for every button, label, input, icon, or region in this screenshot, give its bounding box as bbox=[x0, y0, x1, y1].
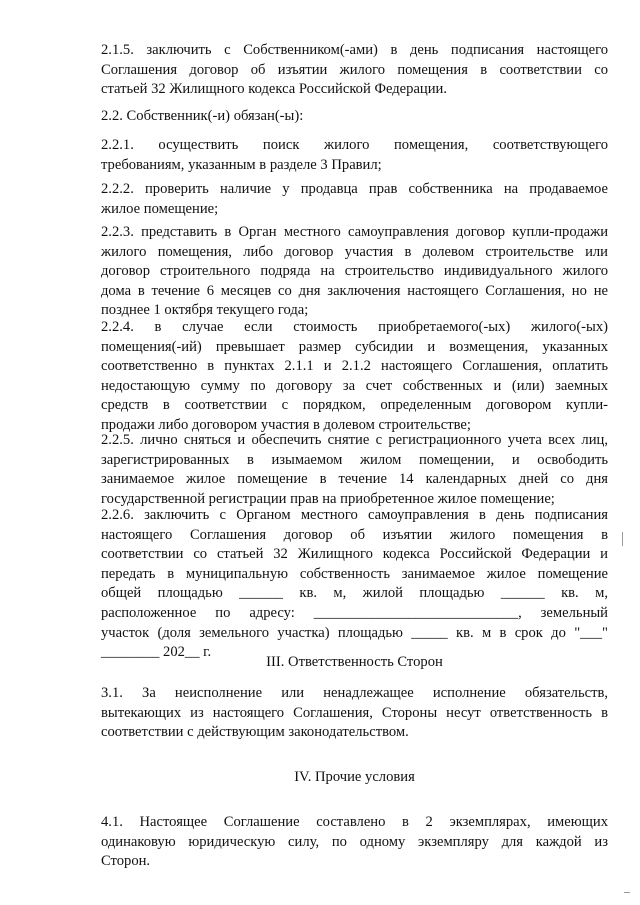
text-line: участок (доля земельного участка) площадью _____ кв. м в срок до "___" bbox=[101, 624, 608, 641]
clause-2-2-3 bbox=[101, 223, 608, 321]
scan-artifact bbox=[622, 532, 623, 546]
text-line: передать в муниципальную собственность занимаемое жилое помещение bbox=[101, 565, 608, 582]
text-line: недостающую сумму по договору за счет собственных и (или) заемных bbox=[101, 377, 608, 394]
text-line: требованиям, указанным в разделе 3 Правил; bbox=[101, 156, 382, 173]
text-line: 2.2.5. лично сняться и обеспечить снятие с регистрационного учета всех лиц, bbox=[101, 432, 608, 448]
text-line: вытекающих из настоящего Соглашения, Стороны несут ответственность в bbox=[101, 704, 608, 721]
text-line: средств в соответствии с порядком, определенным договором купли- bbox=[101, 397, 608, 414]
clause-2-2-4 bbox=[101, 318, 608, 436]
text-line: Сторон. bbox=[101, 853, 151, 870]
text-line: одинаковую юридическую силу, по одному экземпляру для каждой из bbox=[101, 833, 608, 850]
text-line: соответствии со статьей 32 Жилищного кодекса Российской Федерации и bbox=[101, 546, 608, 563]
text-line: 2.2.4. в случае если стоимость приобретаемого(-ых) жилого(-ых) bbox=[101, 319, 608, 335]
section-3-heading: III. Ответственность Сторон bbox=[266, 654, 443, 670]
text-line: Соглашения договор об изъятии жилого помещения в соответствии со bbox=[101, 61, 608, 78]
text-line: расположенное по адресу: ____________________________, земельный bbox=[101, 604, 608, 621]
text-line: занимаемое жилое помещение в течение 14 календарных дней со дня bbox=[101, 471, 608, 488]
text-line: продажи либо договором участия в долевом строительстве; bbox=[101, 416, 471, 433]
text-line: ________ 202__ г. bbox=[101, 644, 212, 661]
text-line: настоящего Соглашения договор об изъятии жилого помещения в bbox=[101, 526, 608, 543]
text-line: 2.2.1. осуществить поиск жилого помещения, соответствующего bbox=[101, 137, 608, 153]
text-line: общей площадью ______ кв. м, жилой площадью ______ кв. м, bbox=[101, 585, 608, 602]
text-line: 2.2.3. представить в Орган местного самоуправления договор купли-продажи bbox=[101, 224, 608, 240]
clause-2-2 bbox=[101, 107, 608, 127]
text-line: соответствии с действующим законодательством. bbox=[101, 724, 409, 741]
text-line: государственной регистрации прав на приобретенное жилое помещение; bbox=[101, 490, 555, 507]
text-line: позднее 1 октября текущего года; bbox=[101, 302, 309, 319]
text-line: зарегистрированных в изымаемом жилом помещении, и освободить bbox=[101, 451, 608, 468]
clause-2-2-2 bbox=[101, 180, 608, 219]
text-line: жилое помещение; bbox=[101, 200, 219, 217]
clause-2-2-6 bbox=[101, 506, 608, 663]
scan-artifact bbox=[624, 892, 630, 893]
text-line: дома в течение 6 месяцев со дня заключения настоящего Соглашения, но не bbox=[101, 282, 608, 299]
text-line: 2.2.2. проверить наличие у продавца прав собственника на продаваемое bbox=[101, 181, 608, 197]
text-line: 2.1.5. заключить с Собственником(-ами) в день подписания настоящего bbox=[101, 42, 608, 58]
clause-2-1-5 bbox=[101, 41, 608, 100]
section-4-heading: IV. Прочие условия bbox=[294, 769, 415, 785]
clause-4-1 bbox=[101, 813, 608, 872]
text-line: 2.2.6. заключить с Органом местного самоуправления в день подписания bbox=[101, 507, 608, 523]
text-line: 2.2. Собственник(-и) обязан(-ы): bbox=[101, 108, 304, 124]
clause-3-1 bbox=[101, 684, 608, 743]
text-line: жилого помещения, либо договор участия в долевом строительстве или bbox=[101, 243, 608, 260]
text-line: соответственно в пунктах 2.1.1 и 2.1.2 настоящего Соглашения, оплатить bbox=[101, 358, 608, 375]
clause-2-2-1 bbox=[101, 136, 608, 175]
clause-2-2-5 bbox=[101, 431, 608, 509]
text-line: 4.1. Настоящее Соглашение составлено в 2 экземплярах, имеющих bbox=[101, 814, 608, 830]
text-line: статьей 32 Жилищного кодекса Российской Федерации. bbox=[101, 81, 448, 98]
text-line: договор строительного подряда на строительство индивидуального жилого bbox=[101, 263, 608, 280]
text-line: 3.1. За неисполнение или ненадлежащее исполнение обязательств, bbox=[101, 685, 608, 701]
text-line: помещения(-ий) превышает размер субсидии и возмещения, указанных bbox=[101, 338, 608, 355]
